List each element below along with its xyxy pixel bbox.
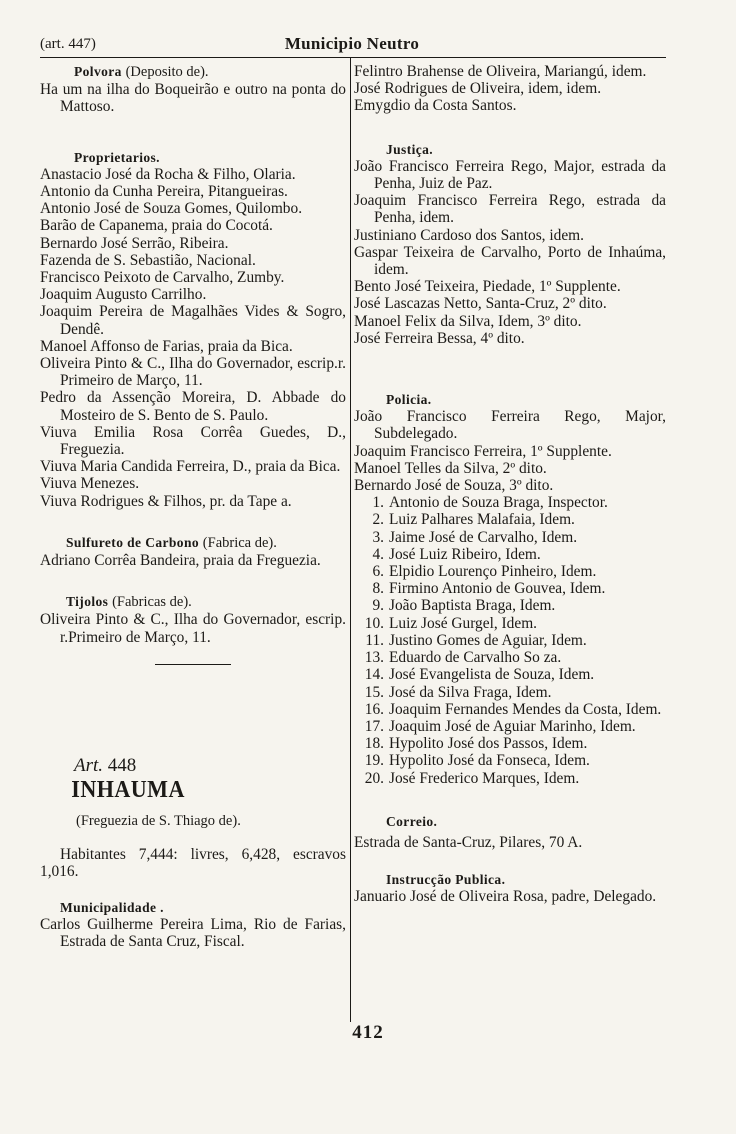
municipalidade-text: Carlos Guilherme Pereira Lima, Rio de Farias, Estrada de Santa Cruz, Fiscal. <box>40 915 346 950</box>
list-item: Joaquim Augusto Carrilho. <box>40 286 207 304</box>
article-reference: (art. 447) <box>40 36 96 52</box>
municipalidade-heading: Municipalidade . <box>60 899 164 915</box>
inspector-item: 16. Joaquim Fernandes Mendes da Costa, Idem. <box>364 700 662 718</box>
list-item: Joaquim Francisco Ferreira, 1º Supplente. <box>354 442 612 460</box>
inspector-list <box>354 494 666 786</box>
list-item: Bernardo José Serrão, Ribeira. <box>40 234 229 252</box>
parish-note: (Freguezia de S. Thiago de). <box>76 812 241 829</box>
inspector-item: 2. Luiz Palhares Malafaia, Idem. <box>372 511 575 529</box>
list-item: Viuva Menezes. <box>40 475 140 493</box>
running-header <box>40 34 664 56</box>
inspector-item: 4. José Luiz Ribeiro, Idem. <box>372 545 541 563</box>
sulfureto-heading: Sulfureto de Carbono (Fabrica de). <box>66 534 277 551</box>
list-item: Viuva Maria Candida Ferreira, D., praia da Bica. <box>40 458 341 476</box>
list-item: Viuva Rodrigues & Filhos, pr. da Tape a. <box>40 492 292 510</box>
list-item: Francisco Peixoto de Carvalho, Zumby. <box>40 269 285 287</box>
inspector-item: 18. Hypolito José dos Passos, Idem. <box>364 735 588 753</box>
column-divider <box>350 58 351 1022</box>
inspector-item: 10. Luiz José Gurgel, Idem. <box>364 614 538 632</box>
policia-heading: Policia. <box>386 392 432 408</box>
inspector-item: 8. Firmino Antonio de Gouvea, Idem. <box>372 580 606 598</box>
tijolos-heading: Tijolos (Fabricas de). <box>66 594 192 611</box>
list-item: Manoel Telles da Silva, 2º dito. <box>354 459 547 477</box>
list-item: Fazenda de S. Sebastião, Nacional. <box>40 251 256 269</box>
list-item: Joaquim Francisco Ferreira Rego, estrada da Penha, idem. <box>354 192 666 227</box>
correio-heading: Correio. <box>386 813 438 829</box>
inspector-item: 6. Elpidio Lourenço Pinheiro, Idem. <box>372 563 597 581</box>
list-item: Manoel Affonso de Farias, praia da Bica. <box>40 337 293 355</box>
list-item: José Lascazas Netto, Santa-Cruz, 2º dito. <box>354 295 607 313</box>
justica-list <box>354 158 666 347</box>
inspector-item: 19. Hypolito José da Fonseca, Idem. <box>364 752 590 770</box>
article-number: Art. 448 <box>74 754 137 776</box>
list-item: João Francisco Ferreira Rego, Major, estrada da Penha, Juiz de Paz. <box>354 157 666 193</box>
sulfureto-text: Adriano Corrêa Bandeira, praia da Freguezia. <box>40 552 321 570</box>
inspector-item: 11. Justino Gomes de Aguiar, Idem. <box>365 631 587 649</box>
inspector-item: 9. João Baptista Braga, Idem. <box>372 597 556 615</box>
list-item: Oliveira Pinto & C., Ilha do Governador, escrip.r. Primeiro de Março, 11. <box>40 355 346 390</box>
left-column <box>40 63 346 950</box>
inspector-item: 13. Eduardo de Carvalho So za. <box>364 649 562 667</box>
polvora-text: Ha um na ilha do Boqueirão e outro na ponta do Mattoso. <box>40 81 346 116</box>
inspector-item: 15. José da Silva Fraga, Idem. <box>364 683 552 701</box>
list-item: Anastacio José da Rocha & Filho, Olaria. <box>40 165 296 183</box>
inspector-item: 3. Jaime José de Carvalho, Idem. <box>372 528 578 546</box>
instruccao-heading: Instrucção Publica. <box>386 872 506 888</box>
list-item: José Rodrigues de Oliveira, idem, idem. <box>354 80 602 98</box>
proprietarios-heading: Proprietarios. <box>74 149 160 165</box>
list-item: Viuva Emilia Rosa Corrêa Guedes, D., Freguezia. <box>40 423 346 459</box>
correio-text: Estrada de Santa-Cruz, Pilares, 70 A. <box>354 833 583 851</box>
list-item: Felintro Brahense de Oliveira, Mariangú, idem. <box>354 63 647 80</box>
inspector-item: 17. Joaquim José de Aguiar Marinho, Idem. <box>364 717 636 735</box>
running-title: Municipio Neutro <box>284 34 420 53</box>
population-text: Habitantes 7,444: livres, 6,428, escravos 1,016. <box>40 846 346 881</box>
justica-heading: Justiça. <box>386 141 434 157</box>
inspector-item: 14. José Evangelista de Souza, Idem. <box>364 666 595 684</box>
list-item: Pedro da Assenção Moreira, D. Abbade do Mosteiro de S. Bento de S. Paulo. <box>40 389 346 424</box>
list-item: Antonio da Cunha Pereira, Pitangueiras. <box>40 183 288 201</box>
list-item: José Ferreira Bessa, 4º dito. <box>354 329 525 347</box>
list-item: Justiniano Cardoso dos Santos, idem. <box>354 226 585 244</box>
page-number: 412 <box>352 1022 384 1043</box>
place-title: INHAUMA <box>71 776 185 803</box>
list-item: Barão de Capanema, praia do Cocotá. <box>40 217 273 235</box>
tijolos-text: Oliveira Pinto & C., Ilha do Governador, escrip. r.Primeiro de Março, 11. <box>40 611 346 646</box>
right-column <box>354 63 666 906</box>
list-item: Joaquim Pereira de Magalhães Vides & Sogro, Dendê. <box>40 303 346 338</box>
polvora-heading: Polvora (Deposito de). <box>74 64 209 80</box>
list-item: Bernardo José de Souza, 3º dito. <box>354 477 554 495</box>
list-item: Manoel Felix da Silva, Idem, 3º dito. <box>354 312 582 330</box>
inspector-item: 20. José Frederico Marques, Idem. <box>364 769 580 787</box>
instruccao-text: Januario José de Oliveira Rosa, padre, Delegado. <box>354 888 657 906</box>
list-item: Antonio José de Souza Gomes, Quilombo. <box>40 200 303 218</box>
inspector-item: 1. Antonio de Souza Braga, Inspector. <box>372 494 608 512</box>
list-item: João Francisco Ferreira Rego, Major, Subdelegado. <box>354 408 666 443</box>
list-item: Emygdio da Costa Santos. <box>354 97 517 115</box>
proprietarios-list <box>40 166 346 510</box>
header-rule <box>40 57 666 58</box>
policia-list <box>354 408 666 494</box>
list-item: Bento José Teixeira, Piedade, 1º Supplente. <box>354 278 621 296</box>
list-item: Gaspar Teixeira de Carvalho, Porto de Inhaúma, idem. <box>354 243 666 279</box>
